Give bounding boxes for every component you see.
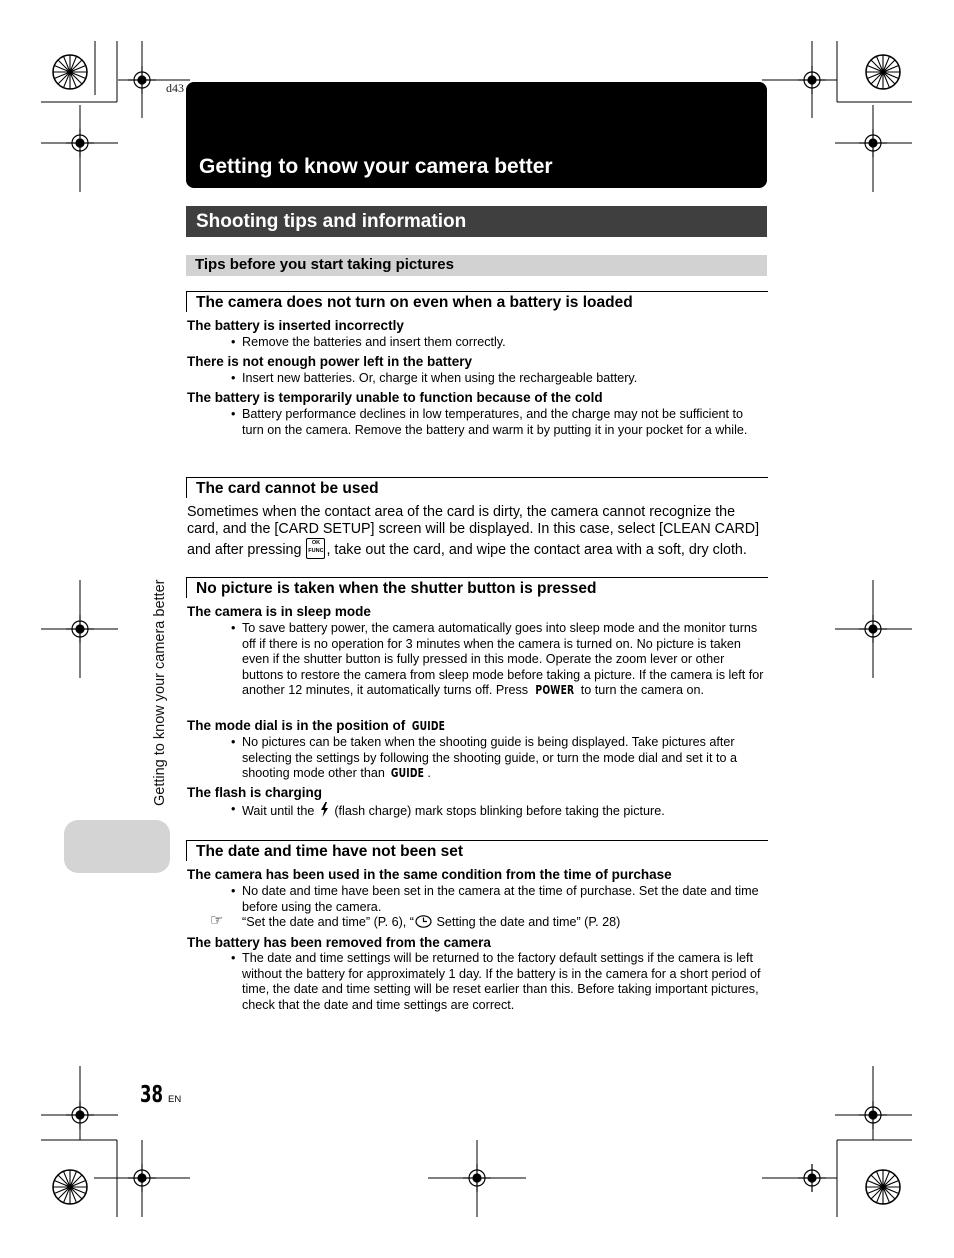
cause-heading: The battery is inserted incorrectly: [187, 318, 404, 333]
page-language: EN: [168, 1094, 182, 1105]
topic-heading-shutter: [186, 577, 768, 598]
guide-mode-label: GUIDE: [411, 719, 446, 733]
side-tab-label: Getting to know your camera better: [152, 579, 168, 806]
page-number: 38: [140, 1082, 164, 1108]
subsection-title: Tips before you start taking pictures: [195, 256, 454, 273]
bullet-item: • The date and time settings will be returned to the factory default settings if the camera is left without the battery for approximately 1 day. If the battery is in the camera for a short period of time, the date and time setting will be reset earlier than this. Before taking important pictures, check that the date and time settings are correct.: [242, 951, 766, 1013]
paragraph-text: Sometimes when the contact area of the card is dirty, the camera cannot recognize the card, and the [CARD SETUP] screen will be displayed. In this case, select [CLEAN CARD] and after pressing: [187, 504, 760, 558]
job-code: d43: [166, 81, 184, 95]
paragraph-text: , take out the card, and wipe the contact area with a soft, dry cloth.: [326, 541, 747, 558]
clock-icon: [415, 915, 432, 928]
flash-charge-icon: [320, 802, 329, 817]
bullet-item: • Battery performance declines in low temperatures, and the charge may not be sufficient to turn on the camera. Remove the battery and warm it by putting it in your pocket for a while.: [242, 407, 766, 438]
section-title: Shooting tips and information: [196, 211, 467, 232]
topic-heading-text: The camera does not turn on even when a battery is loaded: [196, 294, 633, 311]
topic-heading-card: [186, 477, 768, 498]
cause-heading: The flash is charging: [187, 785, 323, 800]
cause-heading: The camera is in sleep mode: [187, 604, 371, 619]
subsection-header: [186, 255, 767, 276]
ok-func-button-icon: OK FUNC: [306, 538, 325, 559]
chapter-header: [186, 82, 767, 188]
bullet-item: • To save battery power, the camera automatically goes into sleep mode and the monitor turns off if there is no operation for 3 minutes when the camera is turned on. No picture is taken even if the shutter button is fully pressed in this mode. Operate the zoom lever or other buttons to restore the camera from sleep mode before taking a picture. If the camera is left for another 12 minutes, it automatically turns off. Press POWER to turn the camera on.: [242, 621, 766, 699]
chapter-side-tab: [64, 820, 170, 873]
cause-heading: The camera has been used in the same condition from the time of purchase: [187, 867, 672, 882]
bullet-item: • Remove the batteries and insert them correctly.: [242, 335, 766, 351]
cause-heading: The mode dial is in the position of GUIDE: [187, 718, 446, 733]
bullet-item: • Wait until the (flash charge) mark stops blinking before taking the picture.: [242, 802, 766, 820]
topic-heading-datetime: [186, 840, 768, 861]
topic-heading-text: The card cannot be used: [196, 480, 379, 497]
cause-heading: The battery is temporarily unable to function because of the cold: [187, 390, 603, 405]
bullet-item: • No date and time have been set in the camera at the time of purchase. Set the date and time before using the camera.: [242, 884, 766, 915]
section-header: [186, 206, 767, 237]
topic-heading-text: The date and time have not been set: [196, 843, 464, 860]
cause-heading: There is not enough power left in the battery: [187, 354, 473, 369]
reference-pointer-icon: ☞: [210, 912, 224, 929]
reference-note: ☞ “Set the date and time” (P. 6), “ Setting the date and time” (P. 28): [210, 912, 621, 929]
chapter-title: Getting to know your camera better: [199, 155, 553, 178]
topic-heading-text: No picture is taken when the shutter button is pressed: [196, 580, 597, 597]
cause-heading: The battery has been removed from the camera: [187, 935, 491, 950]
power-key-label: POWER: [535, 683, 574, 698]
card-paragraph: [187, 504, 767, 559]
bullet-item: • Insert new batteries. Or, charge it when using the rechargeable battery.: [242, 371, 766, 387]
guide-mode-label: GUIDE: [391, 766, 425, 781]
topic-heading-battery: [186, 291, 768, 312]
bullet-item: • No pictures can be taken when the shooting guide is being displayed. Take pictures after selecting the settings by following the shooting guide, or turn the mode dial and set it to a shooting mode other than GUIDE .: [242, 735, 766, 782]
